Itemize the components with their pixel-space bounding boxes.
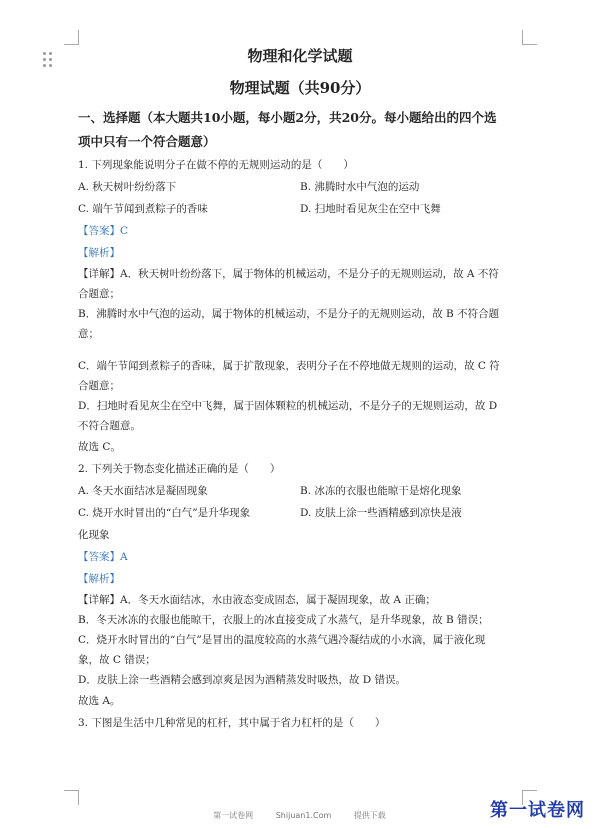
option-d: D. 皮肤上涂一些酒精感到凉快是液 [300,507,462,519]
explanation-line: 意； [78,328,99,340]
document-body [78,40,522,734]
page-corner-mark [64,790,79,805]
question-stem: 2. 下列关于物态变化描述正确的是（ ） [78,463,281,475]
option-d-continuation: 化现象 [78,529,110,541]
question-options [78,502,522,524]
option-a: A. 冬天水面结冰是凝固现象 [78,485,208,497]
question-stem: 3. 下图是生活中几种常见的杠杆，其中属于省力杠杆的是（ ） [78,717,386,729]
section-heading [78,106,522,154]
page-corner-mark [64,30,79,45]
explanation-line: 【详解】A．冬天水面结冰，水由液态变成固态，属于凝固现象，故 A 正确； [78,594,436,606]
question-options [78,480,522,502]
footer-site-name: 第一试卷网 [213,811,254,820]
option-c: C. 烧开水时冒出的“白气”是升华现象 [78,507,251,519]
explanation-line: 不符合题意。 [78,420,141,432]
footer-note: 提供下载 [353,811,386,820]
option-c: C. 端午节闻到煮粽子的香味 [78,203,208,215]
document-title: 物理和化学试题 [247,47,353,65]
answer-label: 【答案】A [78,551,128,563]
option-b: B. 冰冻的衣服也能晾干是熔化现象 [300,485,462,497]
section-heading-line: 一、选择题（本大题共10小题，每小题2分，共20分。每小题给出的四个选 [78,110,497,125]
option-a: A. 秋天树叶纷纷落下 [78,181,177,193]
drag-handle-icon[interactable] [43,52,53,68]
explanation-line: 【详解】A．秋天树叶纷纷落下，属于物体的机械运动，不是分子的无规则运动，故 A 不符 [78,268,499,280]
explanation-line: C．烧开水时冒出的“白气”是冒出的温度较高的水蒸气遇冷凝结成的小水滴，属于液化现 [78,634,486,646]
explanation-line: 合题意； [78,380,120,392]
question-options [78,198,522,220]
question-options [78,176,522,198]
explanation-line: C．端午节闻到煮粽子的香味，属于扩散现象，表明分子在不停地做无规则的运动，故 C 符 [78,360,500,372]
footer-site-url[interactable]: Shijuan1.Com [275,811,332,820]
final-choice: 故选 C。 [78,441,121,453]
option-b: B. 沸腾时水中气泡的运动 [300,181,420,193]
watermark-logo: 第一试卷网 [490,800,585,821]
explanation-line: B．沸腾时水中气泡的运动，属于物体的机械运动，不是分子的无规则运动，故 B 不符合题 [78,308,500,320]
answer-label: 【答案】C [78,225,129,237]
analysis-label: 【解析】 [78,573,120,585]
explanation-line: B．冬天冰冻的衣服也能晾干，衣服上的冰直接变成了水蒸气，是升华现象，故 B 错误； [78,614,489,626]
question-stem: 1. 下列现象能说明分子在做不停的无规则运动的是（ ） [78,159,354,171]
section-heading-line: 项中只有一个符合题意） [78,134,216,149]
explanation-line: 象，故 C 错误； [78,654,156,666]
option-d: D. 扫地时看见灰尘在空中飞舞 [300,203,441,215]
explanation-line: D．皮肤上涂一些酒精会感到凉爽是因为酒精蒸发时吸热，故 D 错误。 [78,674,407,686]
spacer [78,344,522,356]
document-subtitle: 物理试题（共90分） [229,79,371,97]
final-choice: 故选 A。 [78,695,121,707]
explanation-line: D．扫地时看见灰尘在空中飞舞，属于固体颗粒的机械运动，不是分子的无规则运动，故 D [78,400,498,412]
page-corner-mark [522,30,537,45]
explanation-line: 合题意； [78,288,120,300]
analysis-label: 【解析】 [78,247,120,259]
